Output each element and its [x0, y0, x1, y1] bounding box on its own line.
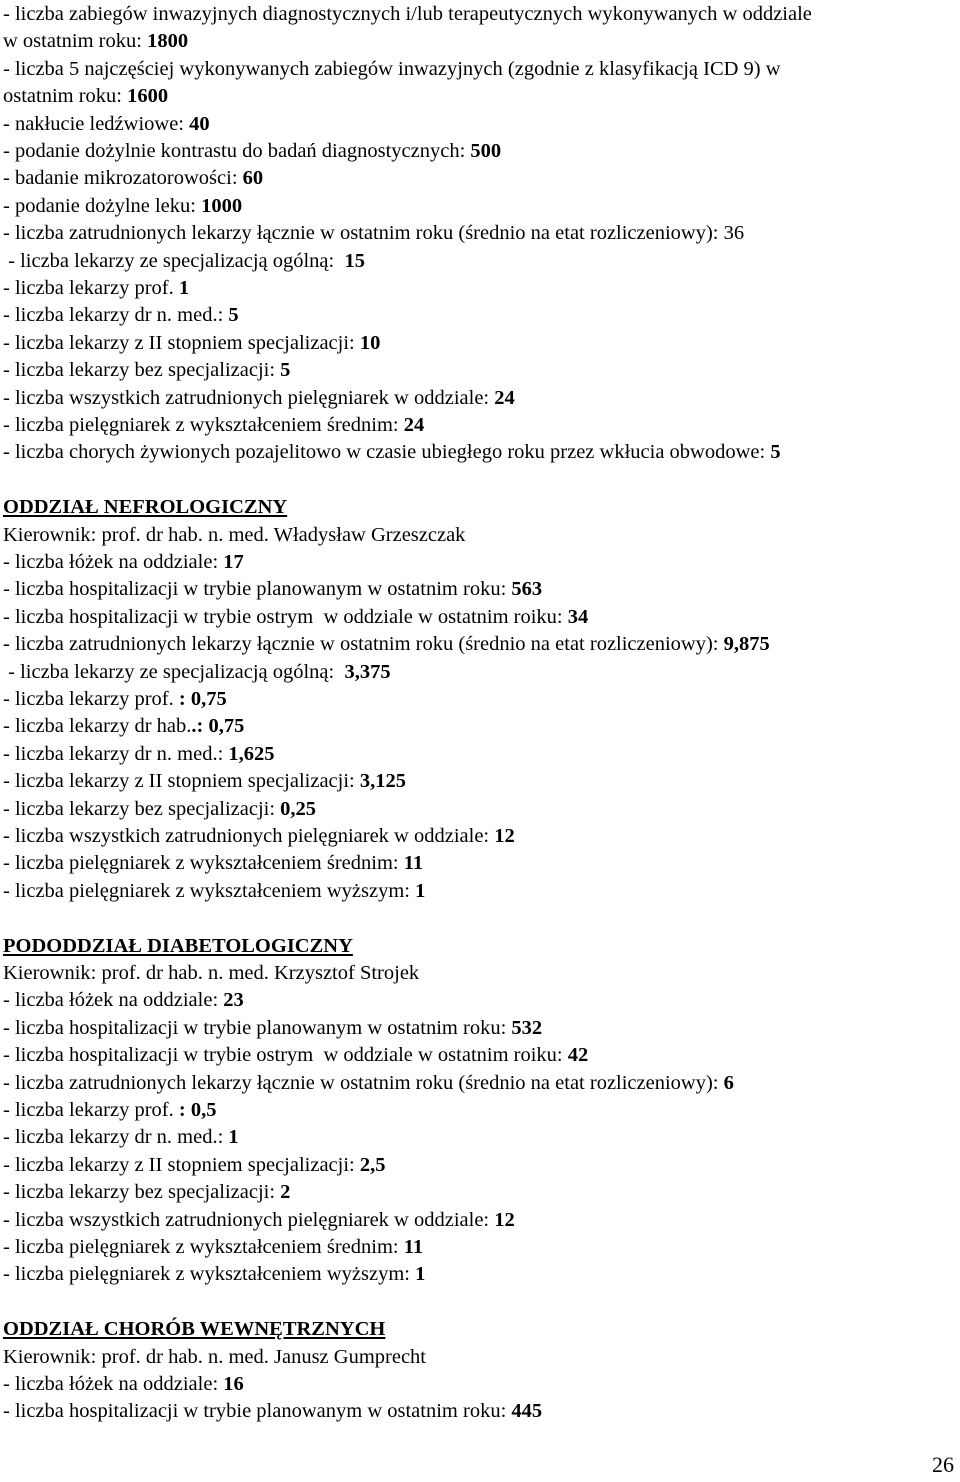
line-value: 34 — [567, 605, 589, 628]
document-line — [3, 385, 515, 412]
document-line — [3, 659, 391, 686]
document-line — [3, 248, 365, 275]
line-value: 17 — [223, 551, 244, 573]
document-line — [3, 56, 781, 83]
line-text: - liczba zabiegów inwazyjnych diagnostycznych i/lub terapeutycznych wykonywanych w oddziale — [3, 3, 812, 25]
document-line — [3, 193, 242, 220]
line-value: 11 — [403, 852, 424, 875]
section-heading — [3, 494, 287, 521]
line-value: 1600 — [127, 85, 169, 108]
line-value: 6 — [723, 1071, 734, 1094]
document-line — [3, 1179, 290, 1206]
line-value: 24 — [494, 386, 515, 409]
line-value: 12 — [494, 825, 515, 847]
line-value: 23 — [223, 989, 244, 1012]
document-line — [3, 275, 189, 302]
document-line — [3, 1042, 588, 1069]
line-value: 1 — [415, 879, 426, 902]
line-value: 1,625 — [228, 742, 275, 765]
line-text: - liczba zatrudnionych lekarzy łącznie w ostatnim roku (średnio na etat rozliczeniowy): 36 — [3, 222, 745, 245]
line-text: - liczba hospitalizacji w trybie planowanym w ostatnim roku: — [3, 1400, 512, 1423]
line-value: 42 — [567, 1044, 589, 1067]
line-value: 1800 — [147, 30, 189, 53]
document-line — [3, 1124, 239, 1151]
line-text: - liczba lekarzy dr hab. — [3, 715, 192, 738]
document-line — [3, 549, 244, 576]
line-value: 500 — [470, 140, 502, 162]
document-line — [3, 165, 263, 192]
line-value: 9,875 — [723, 633, 770, 656]
line-text: - liczba pielęgniarek z wykształceniem średnim: — [3, 852, 404, 875]
line-text: - liczba pielęgniarek z wykształceniem średnim: — [3, 1236, 404, 1258]
line-text: Kierownik: prof. dr hab. n. med. Władysław Grzeszczak — [3, 523, 466, 546]
line-text: - liczba wszystkich zatrudnionych pielęgniarek w oddziale: — [3, 386, 495, 409]
document-line — [3, 302, 239, 329]
line-text: - liczba zatrudnionych lekarzy łącznie w ostatnim roku (średnio na etat rozliczeniowy): — [3, 1071, 724, 1094]
line-value: 2,5 — [359, 1153, 386, 1176]
document-line — [3, 960, 419, 987]
line-text: - liczba lekarzy z II stopniem specjalizacji: — [3, 770, 360, 793]
document-line — [3, 522, 465, 549]
line-text: - liczba wszystkich zatrudnionych pielęgniarek w oddziale: — [3, 825, 495, 847]
document-line — [3, 796, 316, 823]
document-line — [3, 878, 425, 905]
line-value: 0,25 — [280, 797, 317, 820]
line-text: - liczba lekarzy prof. — [3, 1099, 179, 1121]
line-value: 563 — [511, 578, 543, 601]
section-heading-text: PODODDZIAŁ DIABETOLOGICZNY — [3, 934, 353, 957]
line-value: 16 — [223, 1373, 244, 1395]
document-line — [3, 330, 380, 357]
document-line — [3, 631, 770, 658]
line-value: 24 — [403, 414, 425, 436]
section-heading-text: ODDZIAŁ CHORÓB WEWNĘTRZNYCH — [3, 1318, 386, 1341]
document-line — [3, 1261, 425, 1288]
line-text: - liczba lekarzy z II stopniem specjalizacji: — [3, 1153, 360, 1176]
line-value: 5 — [228, 304, 239, 327]
line-text: - liczba lekarzy prof. — [3, 277, 179, 299]
line-value: : 0,5 — [178, 1099, 217, 1121]
line-text: - liczba chorych żywionych pozajelitowo w czasie ubiegłego roku przez wkłucia obwodowe: — [3, 441, 771, 464]
line-text: - liczba lekarzy bez specjalizacji: — [3, 359, 281, 382]
line-value: 532 — [511, 1016, 543, 1039]
line-text: - liczba hospitalizacji w trybie planowanym w ostatnim roku: — [3, 1016, 512, 1039]
line-text: - liczba lekarzy z II stopniem specjalizacji: — [3, 331, 360, 354]
line-value: 40 — [189, 112, 210, 135]
document-line — [3, 1097, 216, 1124]
line-value: 1 — [415, 1263, 426, 1286]
line-text: w ostatnim roku: — [3, 30, 148, 53]
document-line — [3, 768, 406, 795]
line-value: 2 — [280, 1181, 291, 1204]
line-value: 10 — [359, 331, 381, 354]
line-text: - liczba łóżek na oddziale: — [3, 989, 224, 1012]
line-value: : 0,75 — [178, 688, 227, 710]
document-line — [3, 28, 188, 55]
document-line — [3, 138, 501, 165]
document-line — [3, 1234, 423, 1261]
line-text: ostatnim roku: — [3, 85, 128, 108]
line-value: 1 — [228, 1126, 239, 1149]
line-value: 3,375 — [344, 660, 391, 683]
line-value: 1 — [178, 277, 190, 299]
document-line — [3, 1371, 244, 1398]
line-text: - liczba pielęgniarek z wykształceniem średnim: — [3, 414, 404, 436]
line-text: - liczba lekarzy ze specjalizacją ogólną: — [3, 660, 345, 683]
line-text: - liczba hospitalizacji w trybie ostrym w oddziale w ostatnim roiku: — [3, 1044, 568, 1067]
line-text: - nakłucie ledźwiowe: — [3, 112, 190, 135]
document-line — [3, 1070, 734, 1097]
document-line — [3, 1152, 386, 1179]
section-heading-text: ODDZIAŁ NEFROLOGICZNY — [3, 496, 288, 519]
line-text: - liczba lekarzy dr n. med.: — [3, 304, 229, 327]
document-line — [3, 1, 812, 28]
line-text: - liczba pielęgniarek z wykształceniem wyższym: — [3, 879, 416, 902]
line-value: 5 — [770, 441, 781, 464]
document-line — [3, 850, 423, 877]
line-text: - liczba lekarzy ze specjalizacją ogólną: — [3, 249, 345, 272]
document-line — [3, 220, 744, 247]
document-line — [3, 823, 515, 850]
document-line — [3, 1015, 542, 1042]
line-text: - liczba łóżek na oddziale: — [3, 1373, 224, 1395]
document-line — [3, 1207, 515, 1234]
line-text: - liczba lekarzy dr n. med.: — [3, 1126, 229, 1149]
document-line — [3, 439, 781, 466]
page-number: 26 — [932, 1452, 954, 1477]
document-line — [3, 604, 588, 631]
section-heading — [3, 1316, 385, 1343]
line-text: Kierownik: prof. dr hab. n. med. Janusz Gumprecht — [3, 1345, 426, 1368]
line-value: 3,125 — [359, 770, 406, 793]
document-line — [3, 987, 244, 1014]
line-text: - podanie dożylne leku: — [3, 194, 202, 217]
line-text: - liczba hospitalizacji w trybie ostrym w oddziale w ostatnim roiku: — [3, 605, 568, 628]
line-text: - badanie mikrozatorowości: — [3, 167, 243, 190]
line-value: 60 — [242, 167, 264, 190]
line-text: - podanie dożylnie kontrastu do badań diagnostycznych: — [3, 140, 471, 162]
document-line — [3, 576, 542, 603]
line-value: 445 — [511, 1400, 543, 1423]
document-line — [3, 713, 244, 740]
document-line — [3, 111, 210, 138]
line-text: Kierownik: prof. dr hab. n. med. Krzysztof Strojek — [3, 962, 420, 984]
line-text: - liczba lekarzy dr n. med.: — [3, 742, 229, 765]
line-text: - liczba lekarzy bez specjalizacji: — [3, 1181, 281, 1204]
line-value: 11 — [403, 1236, 424, 1258]
section-heading — [3, 933, 353, 960]
document-line — [3, 741, 275, 768]
line-value: 5 — [280, 359, 291, 382]
line-text: - liczba zatrudnionych lekarzy łącznie w ostatnim roku (średnio na etat rozliczeniowy): — [3, 633, 724, 656]
document-line — [3, 686, 227, 713]
document-line — [3, 83, 168, 110]
line-text: - liczba wszystkich zatrudnionych pielęgniarek w oddziale: — [3, 1208, 495, 1231]
document-line — [3, 357, 290, 384]
document-line — [3, 1398, 542, 1425]
line-value: 12 — [494, 1208, 515, 1231]
line-value: .: 0,75 — [191, 715, 245, 738]
line-text: - liczba pielęgniarek z wykształceniem wyższym: — [3, 1263, 416, 1286]
document-line — [3, 1344, 426, 1371]
line-value: 15 — [344, 249, 365, 272]
line-value: 1000 — [201, 194, 243, 217]
document-line — [3, 412, 424, 439]
line-text: - liczba lekarzy bez specjalizacji: — [3, 797, 281, 820]
line-text: - liczba hospitalizacji w trybie planowanym w ostatnim roku: — [3, 578, 512, 601]
line-text: - liczba 5 najczęściej wykonywanych zabiegów inwazyjnych (zgodnie z klasyfikacją ICD 9) w — [3, 57, 781, 80]
line-text: - liczba łóżek na oddziale: — [3, 551, 224, 573]
line-text: - liczba lekarzy prof. — [3, 688, 179, 710]
